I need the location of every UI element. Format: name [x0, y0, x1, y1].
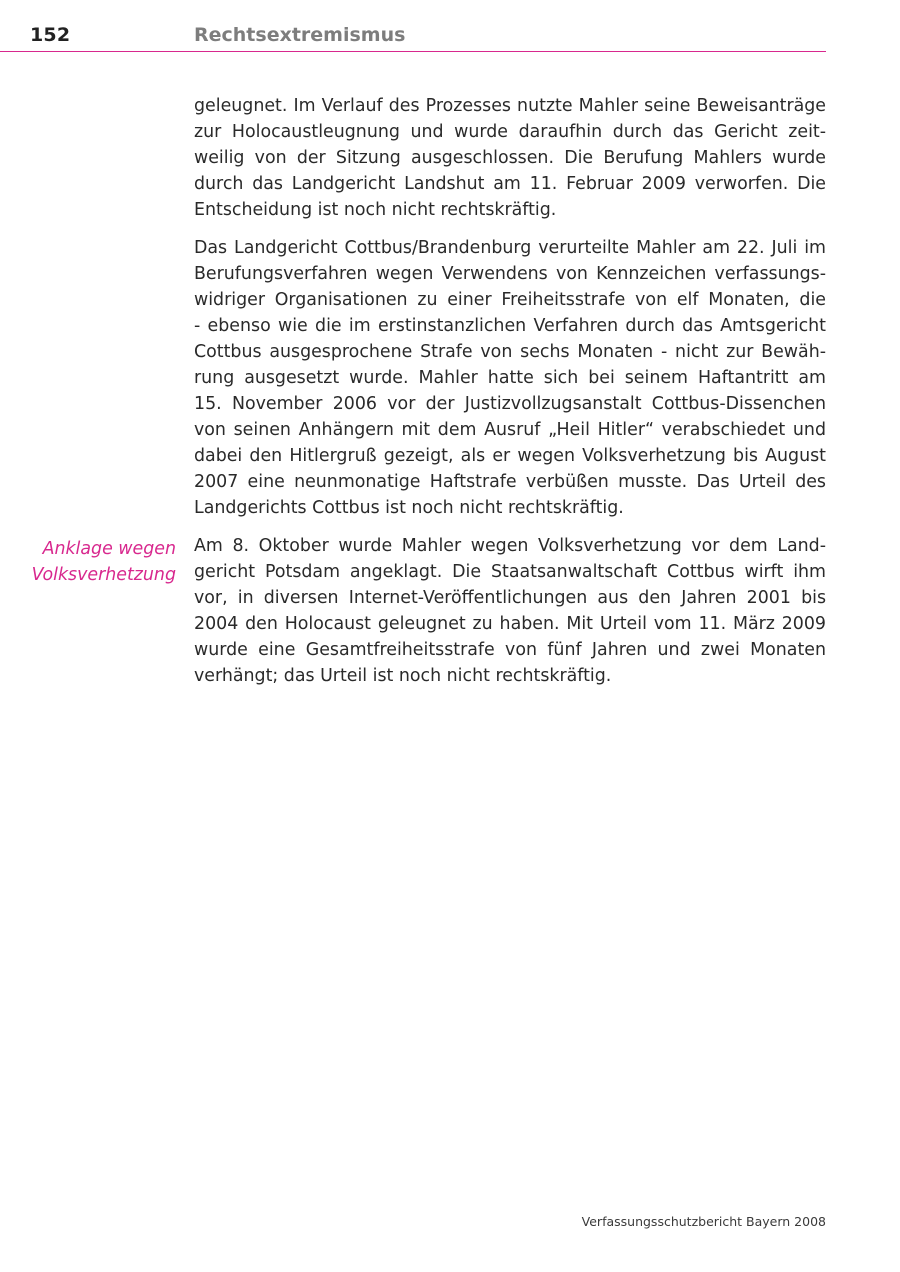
text-line: gericht Potsdam angeklagt. Die Staatsanwaltschaft Cottbus wirft ihm	[194, 562, 826, 582]
text-line: 15. November 2006 vor der Justizvollzugsanstalt Cottbus-Dissenchen	[194, 394, 826, 414]
text-line: wurde eine Gesamtfreiheitsstrafe von fünf Jahren und zwei Monaten	[194, 640, 826, 660]
text-line: Entscheidung ist noch nicht rechtskräftig.	[194, 200, 557, 220]
margin-note-line: Volksverhetzung	[31, 565, 176, 585]
text-line: weilig von der Sitzung ausgeschlossen. Die Berufung Mahlers wurde	[194, 148, 826, 168]
text-line: vor, in diversen Internet-Veröffentlichungen aus den Jahren 2001 bis	[194, 588, 826, 608]
header-divider	[0, 51, 826, 52]
text-line: dabei den Hitlergruß gezeigt, als er wegen Volksverhetzung bis August	[194, 446, 826, 466]
section-title: Rechtsextremismus	[194, 24, 406, 46]
text-line: Landgerichts Cottbus ist noch nicht rechtskräftig.	[194, 498, 624, 518]
text-line: 2004 den Holocaust geleugnet zu haben. Mit Urteil vom 11. März 2009	[194, 614, 826, 634]
paragraph-3	[194, 533, 826, 689]
text-line: geleugnet. Im Verlauf des Prozesses nutzte Mahler seine Beweisanträge	[194, 96, 826, 116]
text-line: Das Landgericht Cottbus/Brandenburg verurteilte Mahler am 22. Juli im	[194, 238, 826, 258]
paragraph-1	[194, 93, 826, 223]
margin-note-line: Anklage wegen	[42, 539, 176, 559]
paragraph-2	[194, 235, 826, 521]
text-line: Berufungsverfahren wegen Verwendens von Kennzeichen verfassungs-	[194, 264, 826, 284]
text-line: von seinen Anhängern mit dem Ausruf „Heil Hitler“ verabschiedet und	[194, 420, 826, 440]
page-footer: Verfassungsschutzbericht Bayern 2008	[581, 1214, 826, 1229]
text-line: 2007 eine neunmonatige Haftstrafe verbüßen musste. Das Urteil des	[194, 472, 826, 492]
text-line: verhängt; das Urteil ist noch nicht rechtskräftig.	[194, 666, 612, 686]
text-line: Am 8. Oktober wurde Mahler wegen Volksverhetzung vor dem Land-	[194, 536, 826, 556]
text-line: durch das Landgericht Landshut am 11. Februar 2009 verworfen. Die	[194, 174, 826, 194]
text-line: widriger Organisationen zu einer Freiheitsstrafe von elf Monaten, die	[194, 290, 826, 310]
text-line: Cottbus ausgesprochene Strafe von sechs Monaten - nicht zur Bewäh-	[194, 342, 826, 362]
page-number: 152	[30, 24, 71, 46]
text-line: rung ausgesetzt wurde. Mahler hatte sich bei seinem Haftantritt am	[194, 368, 826, 388]
margin-note	[28, 536, 176, 588]
text-line: - ebenso wie die im erstinstanzlichen Verfahren durch das Amtsgericht	[194, 316, 826, 336]
body-text	[194, 93, 826, 701]
text-line: zur Holocaustleugnung und wurde daraufhin durch das Gericht zeit-	[194, 122, 826, 142]
